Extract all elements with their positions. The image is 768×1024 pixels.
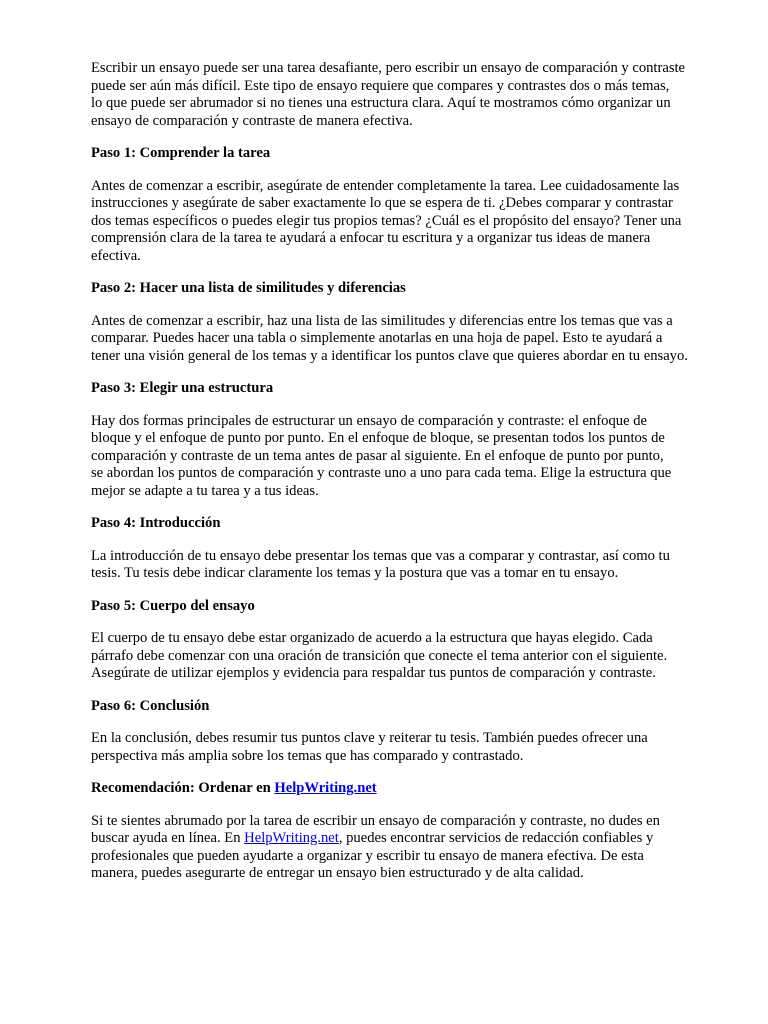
text-line: instrucciones y asegúrate de saber exactamente lo que se espera de ti. ¿Debes comparar y contrastar <box>91 195 673 211</box>
step-2-heading: Paso 2: Hacer una lista de similitudes y diferencias <box>91 280 406 296</box>
text-line: lo que puede ser abrumador si no tienes una estructura clara. Aquí te mostramos cómo organizar un <box>91 95 671 111</box>
step-5-heading: Paso 5: Cuerpo del ensayo <box>91 597 255 614</box>
text-line: párrafo debe comenzar con una oración de transición que conecte el tema anterior con el siguiente. <box>91 647 668 664</box>
text-line: comparación y contraste de un tema antes de pasar al siguiente. En el enfoque de punto por punto, <box>91 447 664 464</box>
intro-paragraph <box>91 60 692 130</box>
text-line: comprensión clara de la tarea te ayudará a enfocar tu escritura y a organizar tus ideas de manera <box>91 230 651 246</box>
step-1-paragraph <box>91 178 692 266</box>
text-line: tesis. Tu tesis debe indicar claramente los temas y la postura que vas a tomar en tu ensayo. <box>91 565 619 581</box>
step-6-paragraph <box>91 730 692 765</box>
text-line: ensayo de comparación y contraste de manera efectiva. <box>91 112 413 129</box>
text-line: Antes de comenzar a escribir, asegúrate de entender completamente la tarea. Lee cuidadosamente las <box>91 177 680 194</box>
text-line: manera, puedes asegurarte de entregar un ensayo bien estructurado y de alta calidad. <box>91 865 584 881</box>
text-line: efectiva. <box>91 247 141 264</box>
text-line: dos temas específicos o puedes elegir tus propios temas? ¿Cuál es el propósito del ensayo? Tener una <box>91 212 682 229</box>
text-line: mejor se adapte a tu tarea y a tus ideas. <box>91 482 319 499</box>
text-line: se abordan los puntos de comparación y contraste uno a uno para cada tema. Elige la estructura que <box>91 465 672 481</box>
step-2-paragraph <box>91 313 692 366</box>
step-1-heading: Paso 1: Comprender la tarea <box>91 145 271 161</box>
text-line: Hay dos formas principales de estructurar un ensayo de comparación y contraste: el enfoque de <box>91 412 647 429</box>
step-4-heading: Paso 4: Introducción <box>91 515 221 531</box>
text-line: , puedes encontrar servicios de redacción confiables y <box>338 830 654 846</box>
text-line: Si te sientes abrumado por la tarea de escribir un ensayo de comparación y contraste, no dudes en <box>91 812 660 829</box>
recommendation-heading <box>91 780 692 798</box>
text-line: Antes de comenzar a escribir, haz una lista de las similitudes y diferencias entre los temas que vas a <box>91 312 673 329</box>
recommendation-heading-text: Recomendación: Ordenar en <box>91 780 275 796</box>
text-line: Asegúrate de utilizar ejemplos y evidencia para respaldar tus puntos de comparación y contraste. <box>91 665 656 681</box>
text-line: tener una visión general de los temas y a identificar los puntos clave que quieres abordar en tu ensayo. <box>91 347 688 364</box>
text-line: En la conclusión, debes resumir tus puntos clave y reiterar tu tesis. También puedes ofrecer una <box>91 730 648 746</box>
text-line: bloque y el enfoque de punto por punto. En el enfoque de bloque, se presentan todos los puntos de <box>91 430 665 446</box>
helpwriting-inline-link[interactable]: HelpWriting.net <box>244 830 339 846</box>
text-line: El cuerpo de tu ensayo debe estar organizado de acuerdo a la estructura que hayas elegido. Cada <box>91 630 653 646</box>
step-5-paragraph <box>91 630 692 683</box>
step-3-paragraph <box>91 413 692 501</box>
text-line: comparar. Puedes hacer una tabla o simplemente anotarlas en una hoja de papel. Esto te ayudará a <box>91 330 663 346</box>
text-line: La introducción de tu ensayo debe presentar los temas que vas a comparar y contrastar, así como tu <box>91 547 670 564</box>
text-line: puede ser aún más difícil. Este tipo de ensayo requiere que compares y contrastes dos o más temas, <box>91 77 670 94</box>
helpwriting-heading-link[interactable]: HelpWriting.net <box>274 780 377 796</box>
step-4-paragraph <box>91 548 692 583</box>
text-line: perspectiva más amplia sobre los temas que has comparado y contrastado. <box>91 747 524 764</box>
step-3-heading: Paso 3: Elegir una estructura <box>91 380 274 396</box>
text-line: Escribir un ensayo puede ser una tarea desafiante, pero escribir un ensayo de comparación y contraste <box>91 60 686 76</box>
step-6-heading: Paso 6: Conclusión <box>91 697 210 714</box>
recommendation-paragraph <box>91 813 692 883</box>
text-line: buscar ayuda en línea. En <box>91 830 245 846</box>
text-line: profesionales que pueden ayudarte a organizar y escribir tu ensayo de manera efectiva. De esta <box>91 847 644 864</box>
